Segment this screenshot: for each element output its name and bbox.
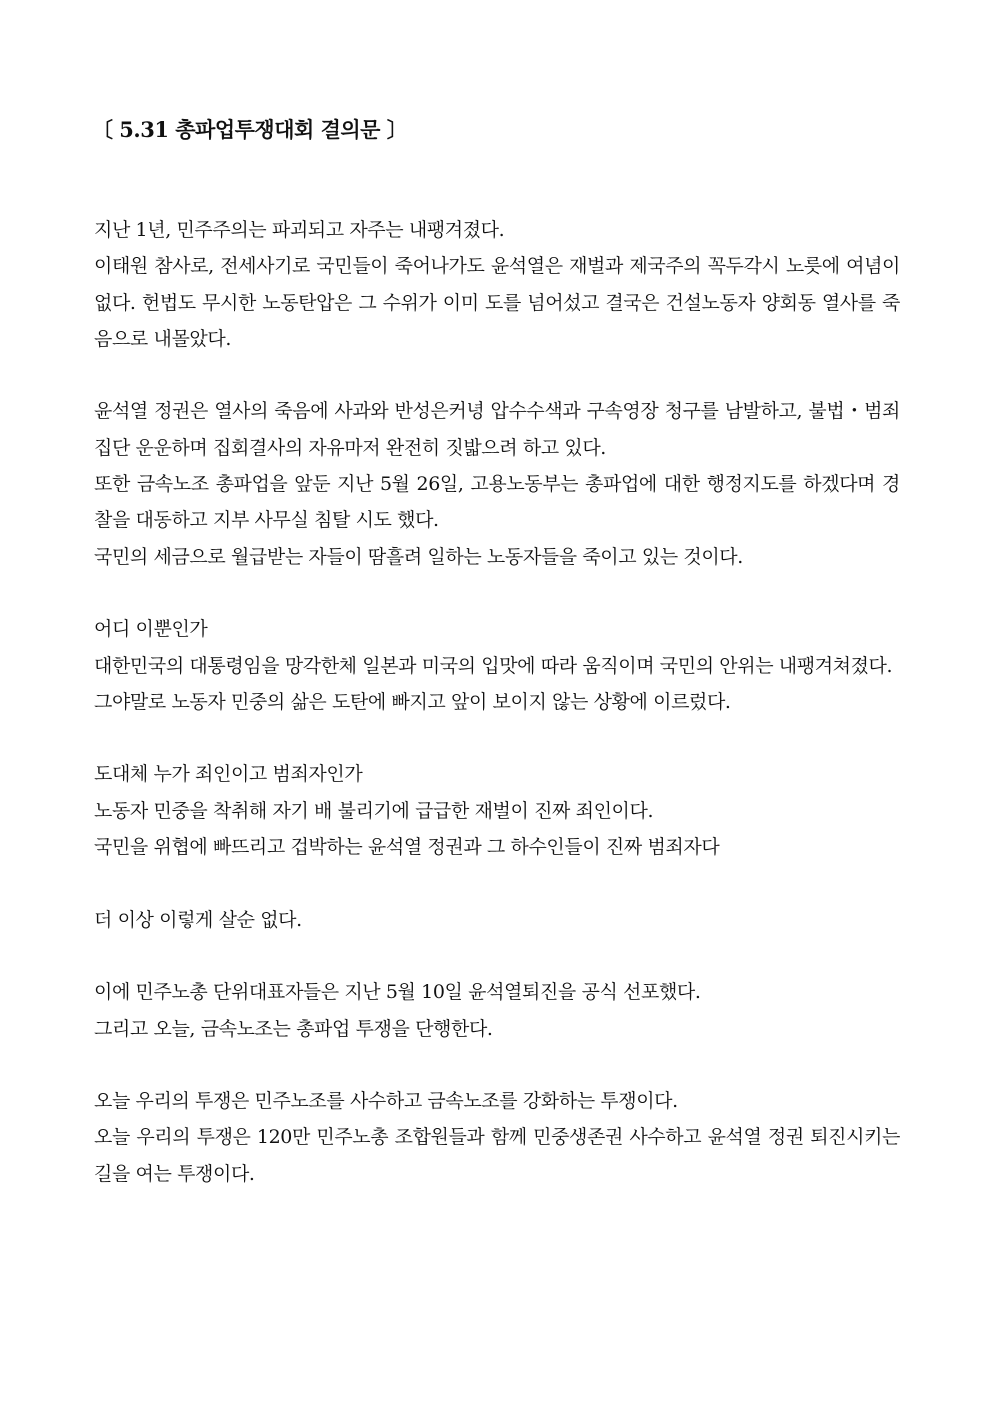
paragraph-line: 도대체 누가 죄인이고 범죄자인가 — [94, 763, 363, 786]
paragraph-line: 윤석열 정권은 열사의 죽음에 사과와 반성은커녕 압수수색과 구속영장 청구를 남발하고, 불법・범죄집단 운운하며 집회결사의 자유마저 완전히 짓밟으려 하고 있다. — [94, 400, 900, 459]
paragraph-line: 국민을 위협에 빠뜨리고 겁박하는 윤석열 정권과 그 하수인들이 진짜 범죄자다 — [94, 836, 720, 859]
paragraph-4 — [94, 756, 900, 865]
paragraph-line: 이에 민주노총 단위대표자들은 지난 5월 10일 윤석열퇴진을 공식 선포했다. — [94, 981, 701, 1004]
paragraph-line: 대한민국의 대통령임을 망각한체 일본과 미국의 입맛에 따라 움직이며 국민의 안위는 내팽겨쳐졌다. — [94, 654, 893, 677]
paragraph-line: 그야말로 노동자 민중의 삶은 도탄에 빠지고 앞이 보이지 않는 상황에 이르렀다. — [94, 690, 731, 713]
paragraph-2 — [94, 393, 900, 574]
paragraph-line: 또한 금속노조 총파업을 앞둔 지난 5월 26일, 고용노동부는 총파업에 대한 행정지도를 하겠다며 경찰을 대동하고 지부 사무실 침탈 시도 했다. — [94, 473, 900, 532]
paragraph-5 — [94, 902, 900, 938]
document-body — [94, 212, 900, 1192]
paragraph-7 — [94, 1083, 900, 1192]
paragraph-line: 노동자 민중을 착취해 자기 배 불리기에 급급한 재벌이 진짜 죄인이다. — [94, 799, 654, 822]
paragraph-line: 오늘 우리의 투쟁은 민주노조를 사수하고 금속노조를 강화하는 투쟁이다. — [94, 1090, 678, 1113]
paragraph-line: 이태원 참사로, 전세사기로 국민들이 죽어나가도 윤석열은 재벌과 제국주의 꼭두각시 노릇에 여념이 없다. 헌법도 무시한 노동탄압은 그 수위가 이미 도를 넘어섰고 결국은 건설노동자 양회동 열사를 죽음으로 내몰았다. — [94, 255, 900, 350]
paragraph-line: 더 이상 이렇게 살순 없다. — [94, 908, 302, 931]
paragraph-line: 오늘 우리의 투쟁은 120만 민주노총 조합원들과 함께 민중생존권 사수하고 윤석열 정권 퇴진시키는 길을 여는 투쟁이다. — [94, 1126, 900, 1185]
paragraph-6 — [94, 974, 900, 1047]
paragraph-line: 지난 1년, 민주주의는 파괴되고 자주는 내팽겨졌다. — [94, 219, 505, 241]
paragraph-line: 어디 이뿐인가 — [94, 618, 208, 641]
paragraph-line: 그리고 오늘, 금속노조는 총파업 투쟁을 단행한다. — [94, 1017, 493, 1040]
paragraph-3 — [94, 611, 900, 720]
paragraph-1 — [94, 212, 900, 357]
paragraph-line: 국민의 세금으로 월급받는 자들이 땀흘려 일하는 노동자들을 죽이고 있는 것이다. — [94, 545, 743, 568]
document-title: 〔 5.31 총파업투쟁대회 결의문 〕 — [92, 117, 408, 142]
